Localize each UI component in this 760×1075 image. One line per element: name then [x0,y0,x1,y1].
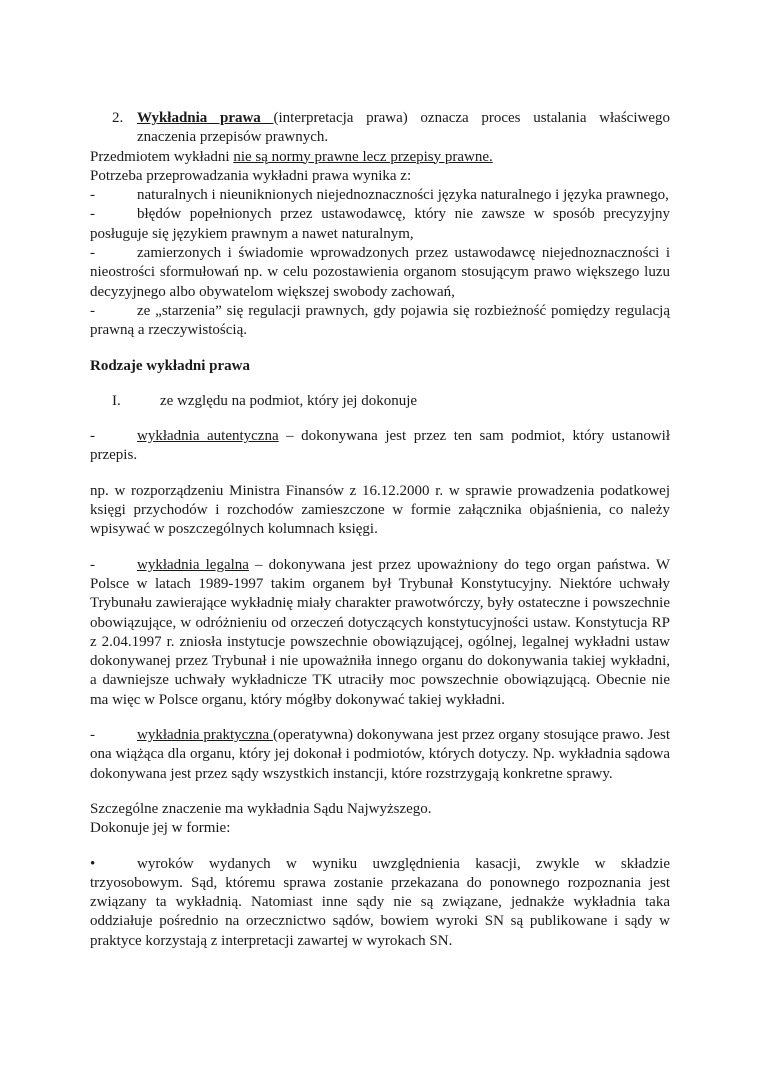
object-prefix: Przedmiotem wykładni [90,148,234,165]
legal-text: – dokonywana jest przez upoważniony do tego organ państwa. W Polsce w latach 1989-1997 takim organem był Trybunał Konstytucyjny. Niektóre uchwały Trybunału zawierające wykładnię miały charakter prawotwórczy, były ostateczne i powszechnie obowiązujące, w odróżnieniu od orzeczeń dotyczących konstytucyjności ustaw. Konstytucja RP z 2.04.1997 r. zniosła instytucje powszechnie obowiązującej, ogólnej, legalnej wykładni ustaw dokonywanej przez Trybunał i nie upoważniła innego organu do dokonywania takiej wykładni, a dawniejsze uchwały wykładnicze TK utraciły moc powszechnie obowiązującą. Obecnie nie ma więc w Polsce organu, który mógłby dokonywać takiej wykładni. [90,556,670,708]
need-item-text: zamierzonych i świadomie wprowadzonych przez ustawodawcę niejednoznaczności i nieostrości sformułowań np. w celu pozostawienia organom stosującym prawo większego luzu decyzyjnego albo obywatelom większej swobody zachowań, [90,245,670,300]
roman-numeral: I. [112,392,121,409]
need-item-text: błędów popełnionych przez ustawodawcę, który nie zawsze w sposób precyzyjny posługuje się językiem prawnym a nawet naturalnym, [90,206,670,242]
term-wykladnia-prawa: Wykładnia prawa [137,110,274,126]
need-item-text: naturalnych i nieuniknionych niejednoznaczności języka naturalnego i języka prawnego, [137,187,669,204]
criterion-line [90,392,670,411]
term-legal: wykładnia legalna [137,556,249,573]
criterion-text: ze względu na podmiot, który jej dokonuje [160,392,418,409]
practical-text: (operatywna) dokonywana jest przez organy stosujące prawo. Jest ona wiążąca dla organu, który jej dokonał i podmiotów, których dotyczy. Np. wykładnia sądowa dokonywana jest przez sądy wszystkich instancji, które rozstrzygają konkretne sprawy. [90,727,670,782]
authentic-text: – dokonywana jest przez ten sam podmiot, który ustanowił przepis. [90,428,671,464]
object-underlined: nie są normy prawne lecz przepisy prawne. [233,148,493,165]
authentic-paragraph [90,427,670,466]
need-item [90,186,670,205]
dash-marker: - [90,556,95,573]
judgments-paragraph [90,855,670,951]
supreme-line-1: Szczególne znaczenie ma wykładnia Sądu Najwyższego. [90,800,432,817]
definition-text: (interpretacja prawa) oznacza proces ustalania właściwego znaczenia przepisów prawnych. [137,110,670,146]
need-intro: Potrzeba przeprowadzania wykładni prawa wynika z: [90,167,412,184]
object-line [90,148,670,167]
authentic-example: np. w rozporządzeniu Ministra Finansów z 16.12.2000 r. w sprawie prowadzenia podatkowej księgi przychodów i rozchodów zamieszczone w formie załącznika objaśnienia, co należy wpisywać w poszczególnych kolumnach księgi. [90,482,670,538]
practical-paragraph [90,726,670,784]
legal-paragraph [90,556,670,710]
need-item [90,205,670,244]
dash-marker: - [90,727,95,744]
need-item [90,302,670,341]
supreme-line-2: Dokonuje jej w formie: [90,820,231,837]
document-page [90,0,670,951]
dash-marker: - [90,187,95,204]
list-number: 2. [112,110,124,126]
definition-body [137,109,670,148]
dash-marker: - [90,302,95,319]
need-item-text: ze „starzenia” się regulacji prawnych, gdy pojawia się rozbieżność pomiędzy regulacją prawną a rzeczywistością. [90,302,670,339]
term-authentic: wykładnia autentyczna [137,428,279,445]
judgments-text: wyroków wydanych w wyniku uwzględnienia kasacji, zwykle w składzie trzyosobowym. Sąd, któremu sprawa zostanie przekazana do ponownego rozpoznania jest związany ta wykładnią. Natomiast inne sądy nie są związane, jednakże wykładnia taka oddziałuje pośrednio na orzecznictwo sądów, bowiem wyroki SN są publikowane i sądy w praktyce korzystają z interpretacji zawartej w wyrokach SN. [90,855,670,949]
dash-marker: - [90,245,95,262]
dash-marker: - [90,428,95,445]
definition-paragraph [90,109,670,148]
need-item [90,244,670,302]
bullet-marker: • [90,855,96,872]
term-practical: wykładnia praktyczna [137,727,273,744]
section-heading: Rodzaje wykładni prawa [90,357,251,374]
dash-marker: - [90,206,95,223]
